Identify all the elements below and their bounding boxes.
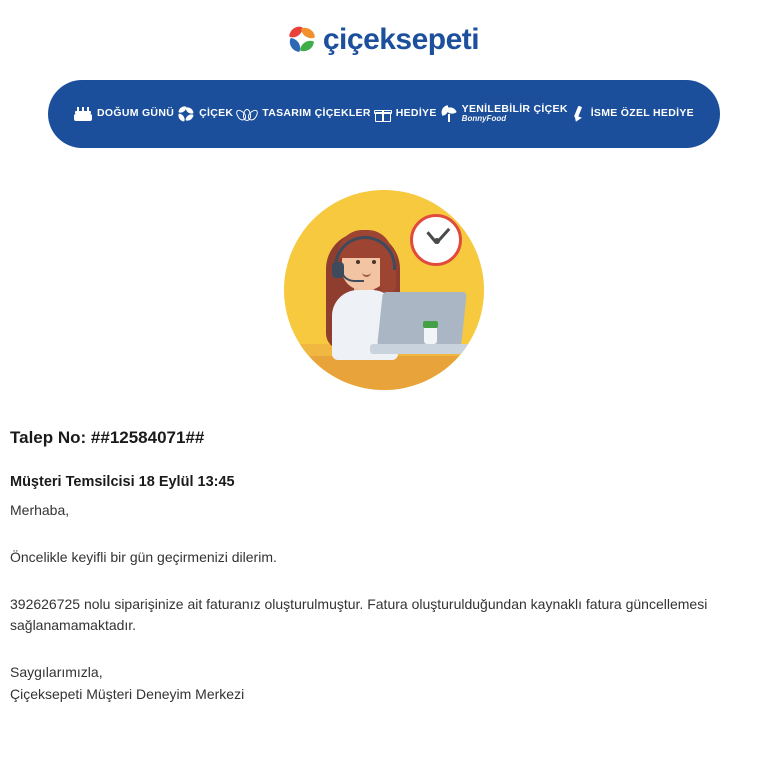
- nav-sublabel: BonnyFood: [461, 114, 507, 124]
- nav-label: DOĞUM GÜNÜ: [97, 107, 175, 120]
- category-nav: [48, 80, 720, 148]
- brand-header: [0, 0, 768, 62]
- nav-item-dogum-gunu[interactable]: [74, 107, 174, 121]
- signature-text: Çiçeksepeti Müşteri Deneyim Merkezi: [10, 685, 245, 702]
- hero-image-wrapper: [0, 148, 768, 390]
- lotus-flower-icon: [237, 107, 257, 121]
- nav-item-yenilebilir-cicek[interactable]: [441, 104, 568, 123]
- nav-label: İSME ÖZEL HEDİYE: [590, 107, 694, 120]
- greeting-text: Merhaba,: [10, 502, 70, 518]
- nav-item-tasarim-cicekler[interactable]: [237, 107, 370, 121]
- gift-icon: [375, 107, 391, 122]
- message-body: [0, 390, 768, 705]
- closing-text: Saygılarımızla,: [10, 664, 103, 680]
- brand-name: çiçeksepeti: [322, 23, 480, 56]
- flower-logo-icon: [289, 26, 317, 54]
- agent-timestamp: Müşteri Temsilcisi 18 Eylül 13:45: [10, 474, 235, 490]
- ticket-number: Talep No: ##12584071##: [10, 428, 205, 447]
- birthday-cake-icon: [74, 107, 92, 121]
- signature-block: [10, 662, 758, 705]
- nav-item-cicek[interactable]: [178, 106, 233, 122]
- paragraph-2: 392626725 nolu siparişinize ait faturanız oluşturulmuştur. Fatura oluşturulduğundan kaynaklı fatura güncellemesi sağlanamamaktadır.: [10, 596, 708, 633]
- pen-icon: [572, 106, 586, 122]
- category-nav-wrapper: [0, 62, 768, 148]
- nav-label: YENİLEBİLİR ÇİÇEK: [461, 103, 568, 116]
- nav-item-isme-ozel-hediye[interactable]: [572, 106, 694, 122]
- paragraph-1: Öncelikle keyifli bir gün geçirmenizi dilerim.: [10, 549, 277, 565]
- customer-support-agent-illustration: [284, 190, 484, 390]
- nav-label: HEDİYE: [395, 107, 437, 120]
- nav-label: ÇİÇEK: [199, 107, 234, 120]
- flower-icon: [178, 106, 194, 122]
- leaf-icon: [441, 106, 457, 122]
- clock-icon: [410, 214, 462, 266]
- nav-label: TASARIM ÇİÇEKLER: [262, 107, 371, 120]
- nav-item-hediye[interactable]: [375, 107, 437, 122]
